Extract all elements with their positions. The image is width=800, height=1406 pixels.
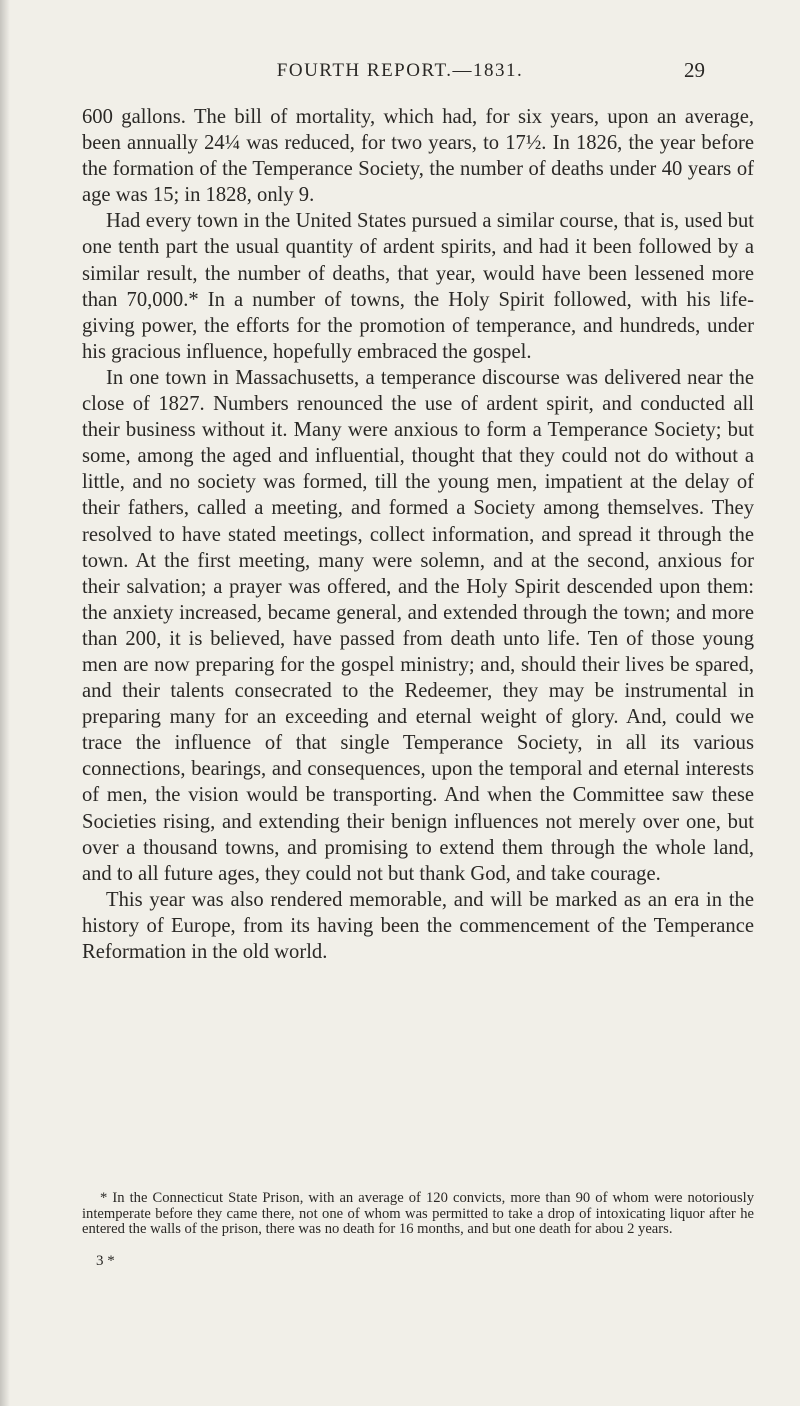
- paragraph-united-states: Had every town in the United States pursued a similar course, that is, used but one tenth part the usual quantity of ardent spirits, and had it been followed by a similar result, the number of deaths, that year, would have been lessened more than 70,000.* In a number of towns, the Holy Spirit followed, with his life-giving power, the efforts for the promotion of temperance, and hundreds, under his gracious influence, hopefully embraced the gospel.: [82, 210, 754, 363]
- signature-mark: 3 *: [96, 1253, 115, 1269]
- footnote: [82, 1191, 754, 1238]
- footnote-text: * In the Connecticut State Prison, with an average of 120 convicts, more than 90 of whom were notoriously intemperate before they came there, not one of whom was permitted to take a drop of intoxicating liquor after he entered the walls of the prison, there was no death for 16 months, and but one death for abou 2 years.: [82, 1190, 754, 1237]
- body-text: [82, 104, 754, 965]
- running-header: [0, 58, 800, 88]
- paragraph-europe: This year was also rendered memorable, and will be marked as an era in the history of Europe, from its having been the commencement of the Temperance Reformation in the old world.: [82, 888, 754, 963]
- paragraph-continued: 600 gallons. The bill of mortality, which had, for six years, upon an average, been annually 24¼ was reduced, for two years, to 17½. In 1826, the year before the formation of the Temperance Society, the number of deaths under 40 years of age was 15; in 1828, only 9.: [82, 106, 754, 207]
- binding-shadow: [0, 0, 10, 1406]
- paragraph-massachusetts: In one town in Massachusetts, a temperance discourse was delivered near the close of 1827. Numbers renounced the use of ardent spirit, and conducted all their business without it. Many were anxious to form a Temperance Society; but some, among the aged and influential, thought that they could not do without a little, and no society was formed, till the young men, impatient at the delay of their fathers, called a meeting, and formed a Society among themselves. They resolved to have stated meetings, collect information, and spread it through the town. At the first meeting, many were solemn, and at the second, anxious for their salvation; a prayer was offered, and the Holy Spirit descended upon them: the anxiety increased, became general, and extended through the town; and more than 200, it is believed, have passed from death unto life. Ten of those young men are now preparing for the gospel ministry; and, should their lives be spared, and their talents consecrated to the Redeemer, they may be instrumental in preparing many for an exceeding and eternal weight of glory. And, could we trace the influence of that single Temperance Society, in all its various connections, bearings, and consequences, upon the temporal and eternal interests of men, the vision would be transporting. And when the Committee saw these Societies rising, and extending their benign influences not merely over one, but over a thousand towns, and promising to extend them through the whole land, and to all future ages, they could not but thank God, and take courage.: [82, 366, 754, 885]
- page-number: 29: [684, 58, 705, 82]
- running-title: FOURTH REPORT.—1831.: [276, 60, 524, 81]
